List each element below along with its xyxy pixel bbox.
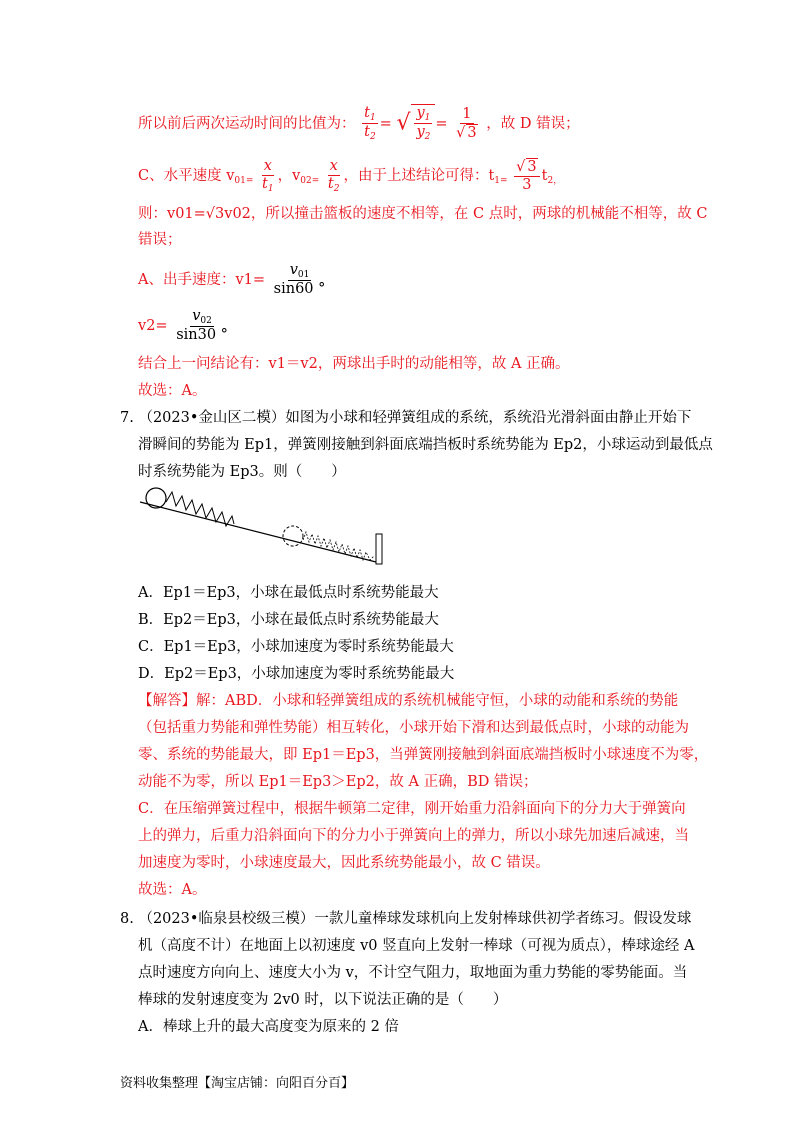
q7-answer-1: 【解答】解：ABD．小球和轻弹簧组成的系统机械能守恒，小球的动能和系统的势能: [138, 693, 679, 709]
q7-option-a: A．Ep1＝Ep3，小球在最低点时系统势能最大: [138, 585, 439, 601]
combine-line: 结合上一问结论有：v1＝v2，两球出手时的动能相等，故 A 正确。: [138, 356, 570, 372]
c-horizontal-velocity-line: C、水平速度 $v_{01=}$ $\frac{x}{t_1}$ ，$v_{02=}$ $\frac{x}{t_2}$ ，由于上述结论可得：$t_{1=}$ $\frac{√ 3}{3}$ $t_{2,}$: [138, 158, 563, 194]
q8-option-a: A．棒球上升的最大高度变为原来的 2 倍: [138, 1019, 399, 1035]
q8-stem-1: 8. （2023•临泉县校级三模）一款儿童棒球发球机向上发射棒球供初学者练习。假设发球: [120, 911, 692, 927]
a-release-speed-line: A、出手速度：v1= $\frac{v_{01}}{\sin 60 ^\circ}$: [138, 262, 326, 298]
q7-answer-6: 上的弹力，后重力沿斜面向下的分力小于弹簧向上的弹力，所以小球先加速后减速，当: [138, 828, 689, 844]
choose-line-prev: 故选：A。: [138, 383, 207, 399]
q8-stem-3: 点时速度方向向上、速度大小为 v，不计空气阻力，取地面为重力势能的零势能面。当: [138, 965, 688, 981]
q7-option-b: B．Ep2＝Ep3，小球在最低点时系统势能最大: [138, 612, 439, 628]
then-line-1: 则：v01=√3v02，所以撞击篮板的速度不相等，在 C 点时，两球的机械能不相等，故 C: [138, 206, 708, 222]
ratio-line: 所以前后两次运动时间的比值为： $\frac{t_1}{t_2}$ = √ $\frac{y_1}{y_2}$ = $\frac{1}{√ 3}$ ，故 D 错误；: [138, 105, 580, 143]
q7-answer-8: 故选：A。: [138, 882, 207, 898]
q7-option-c: C．Ep1＝Ep3，小球加速度为零时系统势能最大: [138, 639, 454, 655]
q8-stem-4: 棒球的发射速度变为 2v0 时，以下说法正确的是（ ）: [138, 992, 508, 1008]
q7-answer-2: （包括重力势能和弹性势能）相互转化，小球开始下滑和达到最低点时，小球的动能为: [138, 720, 689, 736]
q7-stem-2: 滑瞬间的势能为 Ep1，弹簧刚接触到斜面底端挡板时系统势能为 Ep2，小球运动到最低点: [138, 437, 713, 453]
incline-spring-diagram: [138, 484, 388, 566]
q7-answer-3: 零、系统的势能最大，即 Ep1＝Ep3，当弹簧刚接触到斜面底端挡板时小球速度不为零，: [138, 747, 709, 763]
then-line-2: 错误；: [138, 232, 182, 248]
q7-stem-1: 7. （2023•金山区二模）如图为小球和轻弹簧组成的系统，系统沿光滑斜面由静止开始下: [120, 410, 692, 426]
q8-stem-2: 机（高度不计）在地面上以初速度 v0 竖直向上发射一棒球（可视为质点），棒球途经 A: [138, 938, 695, 954]
q7-answer-5: C．在压缩弹簧过程中，根据牛顿第二定律，刚开始重力沿斜面向下的分力大于弹簧向: [138, 801, 686, 817]
v2-line: v2= $\frac{v_{02}}{\sin 30 ^\circ}$: [138, 308, 228, 344]
q7-answer-7: 加速度为零时，小球速度最大，因此系统势能最小，故 C 错误。: [138, 855, 550, 871]
q7-answer-4: 动能不为零，所以 Ep1＝Ep3＞Ep2，故 A 正确，BD 错误；: [138, 774, 538, 790]
one-over-sqrt3: $\frac{1}{√ 3}$: [456, 106, 477, 141]
q7-stem-3: 时系统势能为 Ep3。则（ ）: [138, 464, 346, 480]
t1-over-t2-fraction: $\frac{t_1}{t_2}$: [364, 105, 376, 143]
sqrt-y-fraction: $\frac{y_1}{y_2}$: [411, 104, 435, 143]
page-footer: 资料收集整理【淘宝店铺：向阳百分百】: [120, 1076, 355, 1091]
q7-option-d: D．Ep2＝Ep3，小球加速度为零时系统势能最大: [138, 666, 455, 682]
